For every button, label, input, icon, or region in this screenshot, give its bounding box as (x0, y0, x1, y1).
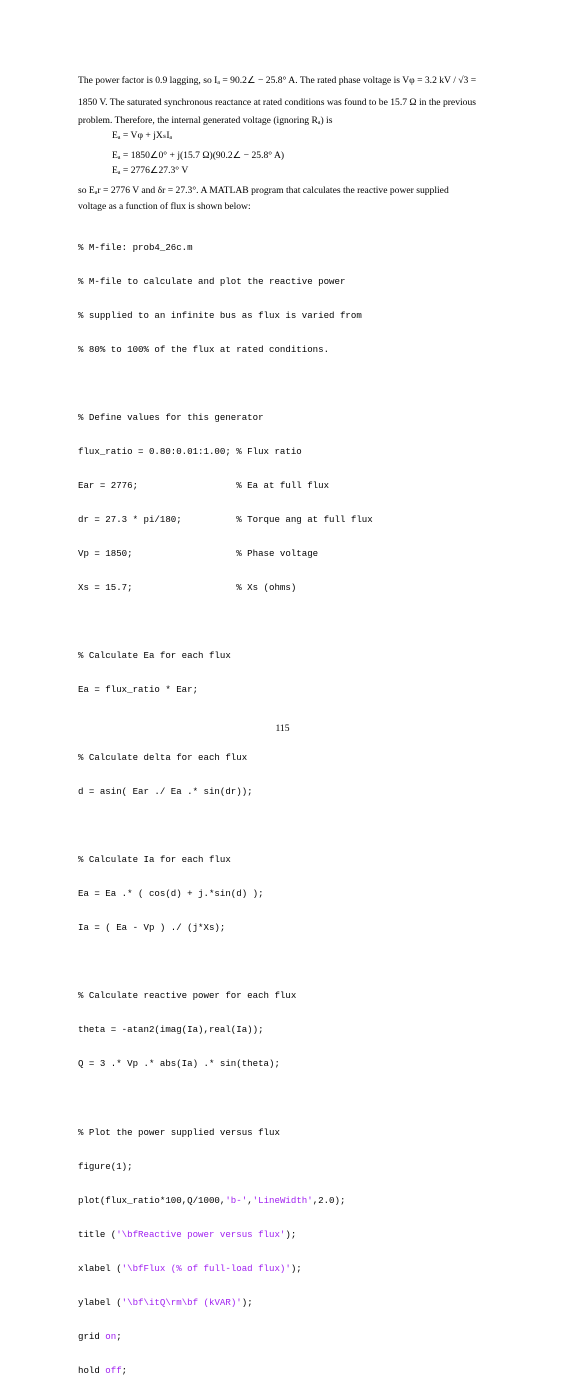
code-line: Ea = Ea .* ( cos(d) + j.*sin(d) ); (78, 888, 264, 900)
code-line: % M-file to calculate and plot the reactive power (78, 275, 346, 287)
code-line: dr = 27.3 * pi/180; % Torque ang at full flux (78, 513, 373, 525)
code-line (78, 1297, 373, 1308)
equation-3: Eₐ = 2776∠27.3° V (112, 165, 189, 176)
code-text: ylabel ( (78, 1296, 122, 1308)
code-line: Ia = ( Ea - Vp ) ./ (j*Xs); (78, 922, 226, 934)
code-text: title ( (78, 1228, 117, 1240)
code-string: 'b-' (225, 1194, 248, 1206)
code-text: xlabel ( (78, 1262, 122, 1274)
code-line: % Plot the power supplied versus flux (78, 1126, 280, 1138)
code-line: flux_ratio = 0.80:0.01:1.00; % Flux ratio (78, 445, 302, 457)
code-line: Xs = 15.7; % Xs (ohms) (78, 582, 297, 593)
code-line: % Calculate reactive power for each flux (78, 990, 297, 1002)
code-text: grid (78, 1330, 106, 1342)
code-line (78, 1229, 373, 1240)
after-line-2: voltage as a function of flux is shown below: (78, 201, 251, 212)
code-text: ); (290, 1262, 302, 1274)
code-blank-line (78, 1092, 373, 1103)
code-line: % Calculate Ea for each flux (78, 650, 231, 662)
code-text: ; (116, 1330, 122, 1342)
after-line-1: so Eₐr = 2776 V and δr = 27.3°. A MATLAB program that calculates the reactive power supplied (78, 185, 449, 196)
intro-line-3: problem. Therefore, the internal generated voltage (ignoring Rₐ) is (78, 115, 333, 126)
code-string: '\bfReactive power versus flux' (116, 1228, 286, 1240)
equation-2: Eₐ = 1850∠0° + j(15.7 Ω)(90.2∠ − 25.8° A) (112, 150, 285, 161)
code-line: % Define values for this generator (78, 411, 264, 423)
page-number: 115 (275, 723, 290, 734)
code-line (78, 1195, 373, 1206)
code-line: Ea = flux_ratio * Ear; (78, 684, 199, 696)
code-blank-line (78, 378, 373, 389)
code-keyword: off (105, 1364, 122, 1376)
equation-1: Eₐ = Vφ + jXₛIₐ (112, 130, 173, 141)
code-string: 'LineWidth' (252, 1194, 313, 1206)
code-line (78, 1263, 373, 1274)
code-line: Vp = 1850; % Phase voltage (78, 547, 319, 559)
code-line: % Calculate delta for each flux (78, 752, 248, 764)
code-blank-line (78, 820, 373, 831)
code-text: ); (285, 1228, 297, 1240)
code-line: Q = 3 .* Vp .* abs(Ia) .* sin(theta); (78, 1058, 280, 1070)
intro-line-2: 1850 V. The saturated synchronous reactance at rated conditions was found to be 15.7 Ω in the previous (78, 97, 476, 108)
code-string: '\bfFlux (% of full-load flux)' (121, 1262, 291, 1274)
intro-line-1: The power factor is 0.9 lagging, so Iₐ = 90.2∠ − 25.8° A. The rated phase voltage is Vφ = 3.2 kV / √3 = (78, 75, 477, 86)
code-text: ,2.0); (312, 1194, 346, 1206)
code-line: theta = -atan2(imag(Ia),real(Ia)); (78, 1024, 264, 1036)
code-line: % 80% to 100% of the flux at rated conditions. (78, 343, 330, 355)
code-line (78, 1331, 373, 1342)
code-line: Ear = 2776; % Ea at full flux (78, 479, 330, 491)
matlab-code-block (78, 219, 373, 1399)
code-blank-line (78, 616, 373, 627)
code-keyword: on (105, 1330, 117, 1342)
code-line: % supplied to an infinite bus as flux is varied from (78, 309, 362, 321)
code-line: % Calculate Ia for each flux (78, 854, 231, 866)
code-line (78, 1365, 373, 1376)
code-text: hold (78, 1364, 106, 1376)
code-blank-line (78, 956, 373, 967)
code-text: ); (241, 1296, 253, 1308)
code-line: % M-file: prob4_26c.m (78, 241, 193, 253)
code-line: d = asin( Ear ./ Ea .* sin(dr)); (78, 786, 253, 798)
code-line: figure(1); (78, 1160, 133, 1172)
code-text: , (247, 1194, 253, 1206)
code-string: '\bf\itQ\rm\bf (kVAR)' (121, 1296, 242, 1308)
code-text: plot(flux_ratio*100,Q/1000, (78, 1194, 226, 1206)
code-text: ; (121, 1364, 128, 1376)
